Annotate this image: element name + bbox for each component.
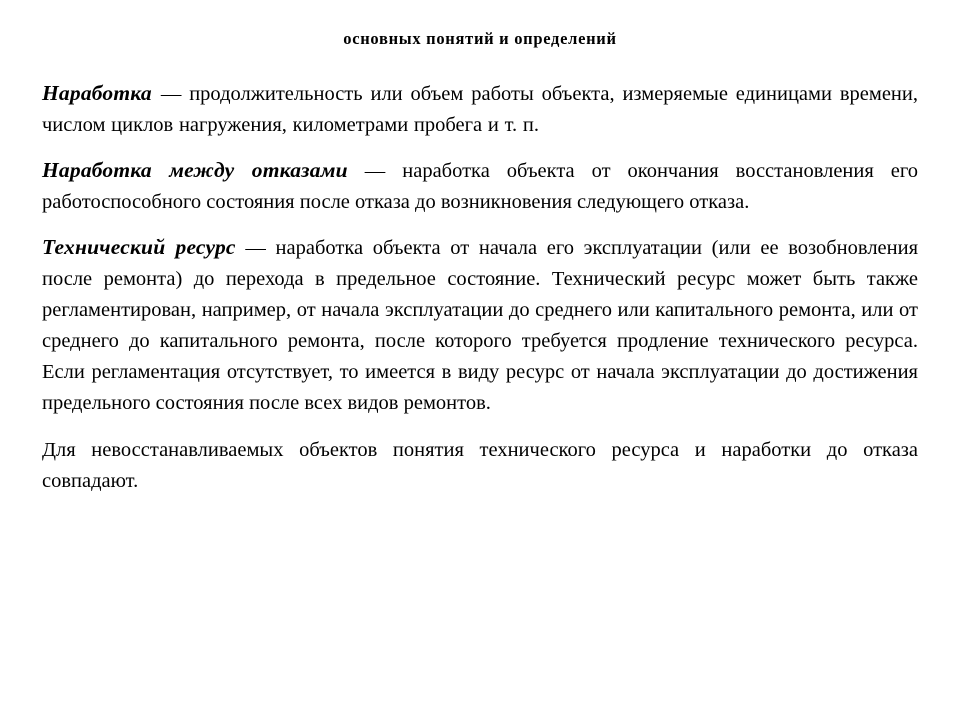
definition-entry-narabotka <box>42 78 918 141</box>
body-text-block <box>42 78 918 497</box>
definition-text-narabotka-mezhdu-otkazami: наработка объекта от окончания восстановления его работоспособного состояния после отказа до возникновения следующего отказа. <box>42 160 919 213</box>
definition-entry-narabotka-mezhdu-otkazami <box>42 155 918 218</box>
term-narabotka: Наработка <box>42 81 152 105</box>
definition-text-tehnicheskiy-resurs: наработка объекта от начала его эксплуатации (или ее возобновления после ремонта) до перехода в предельное состояние. Технический ресурс может быть также регламентирован, например, от начала эксплуатации до среднего или капитального ремонта, или от среднего до капитального ремонта, после которого требуется продление технического ресурса. Если регламентация отсутствует, то имеется в виду ресурс от начала эксплуатации до достижения предельного состояния после всех видов ремонтов. <box>42 237 919 414</box>
term-tehnicheskiy-resurs: Технический ресурс <box>42 235 236 259</box>
running-head: основных понятий и определений <box>343 29 617 48</box>
em-dash-tehnicheskiy-resurs: — <box>245 237 266 259</box>
definition-note-tehnicheskiy-resurs: Для невосстанавливаемых объектов понятия технического ресурса и наработки до отказа совпадают. <box>42 439 918 492</box>
em-dash-narabotka: — <box>160 83 182 105</box>
term-narabotka-mezhdu-otkazami: Наработка между отказами <box>42 158 348 182</box>
em-dash-narabotka-mezhdu-otkazami: — <box>364 160 386 182</box>
definition-entry-tehnicheskiy-resurs <box>42 232 918 419</box>
definition-text-narabotka: продолжительность или объем работы объекта, измеряемые единицами времени, числом циклов нагружения, километрами пробега и т. п. <box>42 83 918 136</box>
